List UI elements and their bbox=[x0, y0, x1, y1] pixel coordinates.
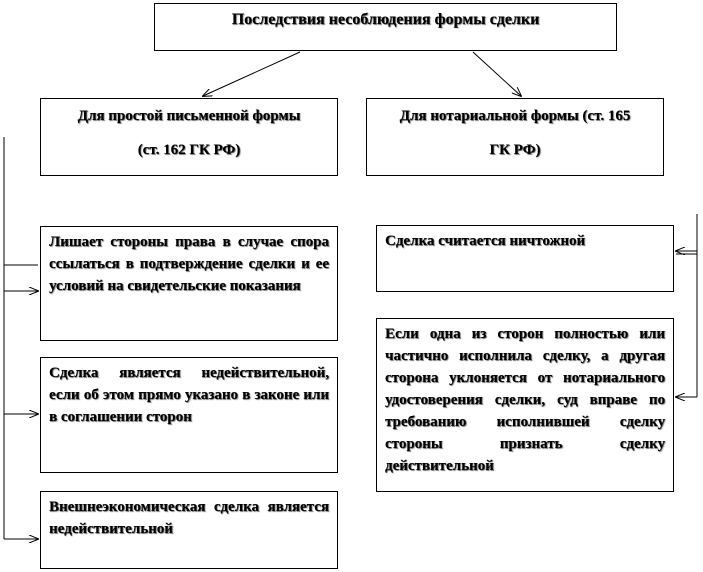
consequence-court-valid-box bbox=[376, 318, 674, 492]
arrow-title-to-simple bbox=[203, 52, 300, 96]
consequence-invalid-if-stated-box bbox=[40, 357, 338, 473]
consequence-no-witness-box bbox=[40, 226, 338, 341]
diagram-title: Последствия несоблюдения формы сделки bbox=[231, 11, 540, 28]
arrow-title-to-notary bbox=[473, 52, 521, 96]
notary-form-article: ГК РФ) bbox=[489, 142, 541, 158]
consequence-void-box bbox=[376, 225, 674, 292]
consequence-void-text: Сделка считается ничтожной bbox=[385, 233, 586, 249]
simple-form-box bbox=[40, 98, 338, 176]
consequence-no-witness-text: Лишает стороны права в случае спора ссылаться в подтверждение сделки и ее условий на свидетельские показания bbox=[49, 234, 329, 294]
title-box bbox=[154, 3, 617, 51]
simple-form-article: (ст. 162 ГК РФ) bbox=[137, 142, 241, 158]
notary-form-box bbox=[366, 98, 664, 176]
simple-form-label: Для простой письменной формы bbox=[77, 108, 301, 124]
notary-form-label: Для нотариальной формы (ст. 165 bbox=[399, 108, 631, 124]
consequence-foreign-trade-text: Внешнеэкономическая сделка является недействительной bbox=[49, 499, 329, 537]
consequence-court-valid-text: Если одна из сторон полностью или частично исполнила сделку, а другая сторона уклоняется от нотариального удостоверения сделки, суд вправе по требованию исполнившей сделку стороны признать сделку действительной bbox=[385, 326, 665, 474]
consequence-invalid-if-stated-text: Сделка является недействительной, если об этом прямо указано в законе или в соглашении сторон bbox=[49, 365, 329, 425]
consequence-foreign-trade-box bbox=[40, 491, 338, 569]
